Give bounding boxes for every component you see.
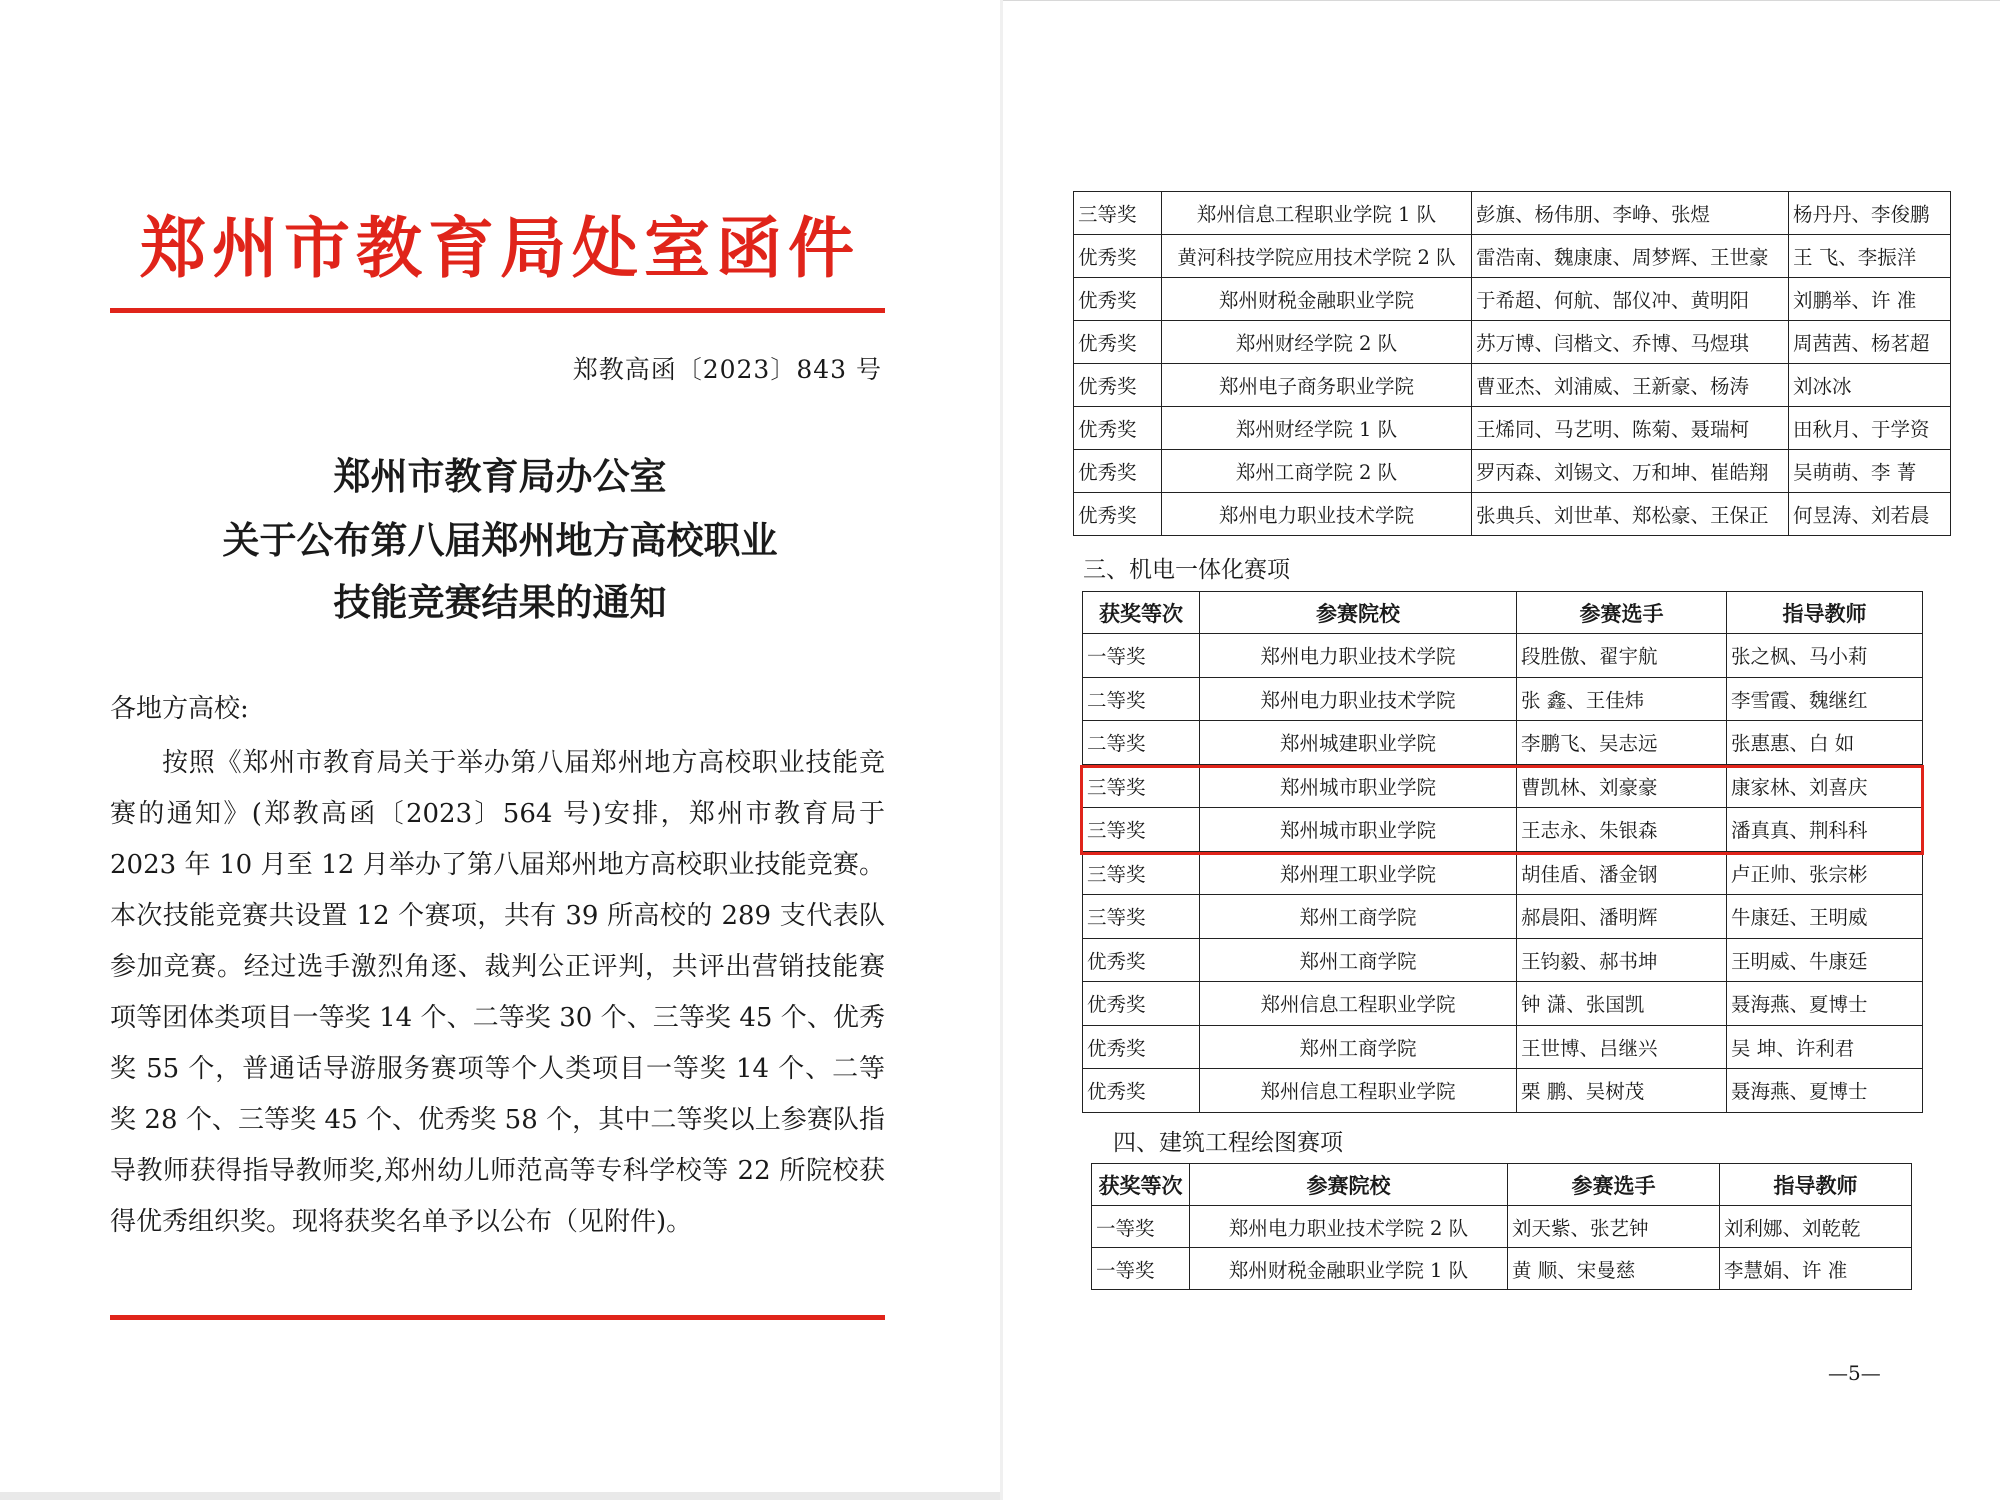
school-cell: 郑州信息工程职业学院 1 队	[1162, 192, 1472, 235]
table-row	[1074, 321, 1951, 364]
page-bottom-strip	[0, 1492, 1000, 1500]
school-cell: 郑州电子商务职业学院	[1162, 364, 1472, 407]
school-cell: 郑州电力职业技术学院	[1162, 493, 1472, 536]
page-number: —5—	[1828, 1361, 1881, 1385]
award-level-cell: 二等奖	[1083, 677, 1200, 721]
header-contestants: 参赛选手	[1517, 592, 1727, 634]
letterhead-title: 郑州市教育局处室函件	[140, 209, 860, 287]
contestants-cell: 张典兵、刘世革、郑松豪、王保正	[1472, 493, 1789, 536]
table-row	[1083, 677, 1923, 721]
contestants-cell: 黄 顺、宋曼慈	[1508, 1248, 1720, 1290]
award-level-cell: 三等奖	[1083, 895, 1200, 939]
red-rule-top	[110, 308, 885, 313]
table-row	[1083, 938, 1923, 982]
award-level-cell: 三等奖	[1083, 851, 1200, 895]
header-school: 参赛院校	[1200, 592, 1517, 634]
table-row	[1074, 278, 1951, 321]
contestants-cell: 王烯同、马艺明、陈菊、聂瑞柯	[1472, 407, 1789, 450]
instructors-cell: 聂海燕、夏博士	[1727, 982, 1923, 1026]
contestants-cell: 李鹏飞、吴志远	[1517, 721, 1727, 765]
contestants-cell: 郝晨阳、潘明辉	[1517, 895, 1727, 939]
table-row	[1083, 1069, 1923, 1113]
table-row	[1074, 407, 1951, 450]
school-cell: 郑州财经学院 2 队	[1162, 321, 1472, 364]
instructors-cell: 田秋月、于学资	[1789, 407, 1951, 450]
table-row	[1074, 493, 1951, 536]
table-row	[1074, 450, 1951, 493]
instructors-cell: 李雪霞、魏继红	[1727, 677, 1923, 721]
award-level-cell: 优秀奖	[1083, 1069, 1200, 1113]
award-level-cell: 优秀奖	[1074, 364, 1162, 407]
school-cell: 郑州财税金融职业学院 1 队	[1190, 1248, 1508, 1290]
instructors-cell: 刘利娜、刘乾乾	[1720, 1206, 1912, 1248]
header-contestants: 参赛选手	[1508, 1164, 1720, 1206]
school-cell: 郑州理工职业学院	[1200, 851, 1517, 895]
school-cell: 郑州财税金融职业学院	[1162, 278, 1472, 321]
instructors-cell: 王 飞、李振洋	[1789, 235, 1951, 278]
table-row	[1083, 1025, 1923, 1069]
table-row	[1074, 235, 1951, 278]
header-instructors: 指导教师	[1720, 1164, 1912, 1206]
school-cell: 郑州城市职业学院	[1200, 764, 1517, 808]
notice-title-line-3: 技能竞赛结果的通知	[333, 580, 667, 624]
notice-title-line-2: 关于公布第八届郑州地方高校职业	[222, 518, 778, 562]
instructors-cell: 周茜茜、杨茗超	[1789, 321, 1951, 364]
school-cell: 郑州电力职业技术学院	[1200, 634, 1517, 678]
document-number: 郑教高函〔2023〕843 号	[572, 355, 882, 384]
award-level-cell: 优秀奖	[1074, 493, 1162, 536]
header-award-level: 获奖等次	[1092, 1164, 1190, 1206]
instructors-cell: 康家林、刘喜庆	[1727, 764, 1923, 808]
instructors-cell: 刘鹏举、许 准	[1789, 278, 1951, 321]
contestants-cell: 曹亚杰、刘浦威、王新豪、杨涛	[1472, 364, 1789, 407]
salutation: 各地方高校:	[110, 694, 249, 724]
instructors-cell: 牛康廷、王明威	[1727, 895, 1923, 939]
contestants-cell: 曹凯林、刘豪豪	[1517, 764, 1727, 808]
table-row	[1083, 851, 1923, 895]
table-row	[1083, 982, 1923, 1026]
notice-body: 按照《郑州市教育局关于举办第八届郑州地方高校职业技能竞赛的通知》(郑教高函〔2023〕564 号)安排，郑州市教育局于 2023 年 10 月至 12 月举办了第八届郑州地方高校职业技能竞赛。本次技能竞赛共设置 12 个赛项，共有 39 所高校的 289 支代表队参加竞赛。经过选手激烈角逐、裁判公正评判，共评出营销技能赛项等团体类项目一等奖 14 个、二等奖 30 个、三等奖 45 个、优秀奖 55 个，普通话导游服务赛项等个人类项目一等奖 14 个、二等奖 28 个、三等奖 45 个、优秀奖 58 个，其中二等奖以上参赛队指导教师获得指导教师奖,郑州幼儿师范高等专科学校等 22 所院校获得优秀组织奖。现将获奖名单予以公布（见附件)。	[110, 748, 885, 1237]
table-row	[1074, 192, 1951, 235]
instructors-cell: 杨丹丹、李俊鹏	[1789, 192, 1951, 235]
award-level-cell: 优秀奖	[1083, 982, 1200, 1026]
table-row	[1092, 1248, 1912, 1290]
header-school: 参赛院校	[1190, 1164, 1508, 1206]
award-level-cell: 一等奖	[1092, 1206, 1190, 1248]
school-cell: 郑州工商学院	[1200, 938, 1517, 982]
school-cell: 郑州城建职业学院	[1200, 721, 1517, 765]
section-heading-mechatronics: 三、机电一体化赛项	[1083, 557, 1290, 583]
award-level-cell: 优秀奖	[1074, 278, 1162, 321]
contestants-cell: 刘天紫、张艺钟	[1508, 1206, 1720, 1248]
award-level-cell: 三等奖	[1083, 808, 1200, 852]
header-award-level: 获奖等次	[1083, 592, 1200, 634]
award-level-cell: 优秀奖	[1074, 235, 1162, 278]
instructors-cell: 张之枫、马小莉	[1727, 634, 1923, 678]
award-level-cell: 优秀奖	[1083, 938, 1200, 982]
contestants-cell: 罗丙森、刘锡文、万和坤、崔皓翔	[1472, 450, 1789, 493]
instructors-cell: 吴 坤、许利君	[1727, 1025, 1923, 1069]
award-level-cell: 三等奖	[1083, 764, 1200, 808]
school-cell: 郑州信息工程职业学院	[1200, 1069, 1517, 1113]
contestants-cell: 于希超、何航、郜仪冲、黄明阳	[1472, 278, 1789, 321]
school-cell: 郑州财经学院 1 队	[1162, 407, 1472, 450]
school-cell: 郑州信息工程职业学院	[1200, 982, 1517, 1026]
school-cell: 郑州电力职业技术学院 2 队	[1190, 1206, 1508, 1248]
section-heading-architecture: 四、建筑工程绘图赛项	[1113, 1130, 1343, 1156]
school-cell: 郑州城市职业学院	[1200, 808, 1517, 852]
school-cell: 黄河科技学院应用技术学院 2 队	[1162, 235, 1472, 278]
school-cell: 郑州工商学院	[1200, 895, 1517, 939]
awards-table-continued	[1073, 191, 1951, 536]
left-page	[0, 0, 1000, 1500]
notice-title-line-1: 郑州市教育局办公室	[333, 454, 667, 498]
school-cell: 郑州工商学院 2 队	[1162, 450, 1472, 493]
instructors-cell: 张惠惠、白 如	[1727, 721, 1923, 765]
instructors-cell: 潘真真、荆科科	[1727, 808, 1923, 852]
contestants-cell: 王世博、吕继兴	[1517, 1025, 1727, 1069]
award-level-cell: 优秀奖	[1074, 321, 1162, 364]
award-level-cell: 二等奖	[1083, 721, 1200, 765]
instructors-cell: 王明威、牛康廷	[1727, 938, 1923, 982]
instructors-cell: 刘冰冰	[1789, 364, 1951, 407]
contestants-cell: 雷浩南、魏康康、周梦辉、王世豪	[1472, 235, 1789, 278]
table-row	[1083, 721, 1923, 765]
right-page	[1003, 0, 2000, 1501]
architecture-awards-table	[1091, 1163, 1912, 1290]
award-level-cell: 优秀奖	[1074, 407, 1162, 450]
contestants-cell: 彭旗、杨伟朋、李峥、张煜	[1472, 192, 1789, 235]
contestants-cell: 张 鑫、王佳炜	[1517, 677, 1727, 721]
contestants-cell: 王钧毅、郝书坤	[1517, 938, 1727, 982]
red-rule-bottom	[110, 1315, 885, 1320]
instructors-cell: 卢正帅、张宗彬	[1727, 851, 1923, 895]
table-row	[1083, 634, 1923, 678]
table-row	[1092, 1206, 1912, 1248]
award-level-cell: 一等奖	[1083, 634, 1200, 678]
contestants-cell: 钟 潇、张国凯	[1517, 982, 1727, 1026]
award-level-cell: 优秀奖	[1083, 1025, 1200, 1069]
award-level-cell: 三等奖	[1074, 192, 1162, 235]
table-row	[1074, 364, 1951, 407]
instructors-cell: 何昱涛、刘若晨	[1789, 493, 1951, 536]
instructors-cell: 聂海燕、夏博士	[1727, 1069, 1923, 1113]
contestants-cell: 王志永、朱银森	[1517, 808, 1727, 852]
school-cell: 郑州工商学院	[1200, 1025, 1517, 1069]
instructors-cell: 李慧娟、许 准	[1720, 1248, 1912, 1290]
contestants-cell: 胡佳盾、潘金钢	[1517, 851, 1727, 895]
header-instructors: 指导教师	[1727, 592, 1923, 634]
highlight-box	[1080, 765, 1924, 855]
table-row	[1083, 895, 1923, 939]
contestants-cell: 苏万博、闫楷文、乔博、马煜琪	[1472, 321, 1789, 364]
contestants-cell: 段胜傲、翟宇航	[1517, 634, 1727, 678]
award-level-cell: 优秀奖	[1074, 450, 1162, 493]
contestants-cell: 栗 鹏、吴树茂	[1517, 1069, 1727, 1113]
award-level-cell: 一等奖	[1092, 1248, 1190, 1290]
school-cell: 郑州电力职业技术学院	[1200, 677, 1517, 721]
instructors-cell: 吴萌萌、李 菁	[1789, 450, 1951, 493]
